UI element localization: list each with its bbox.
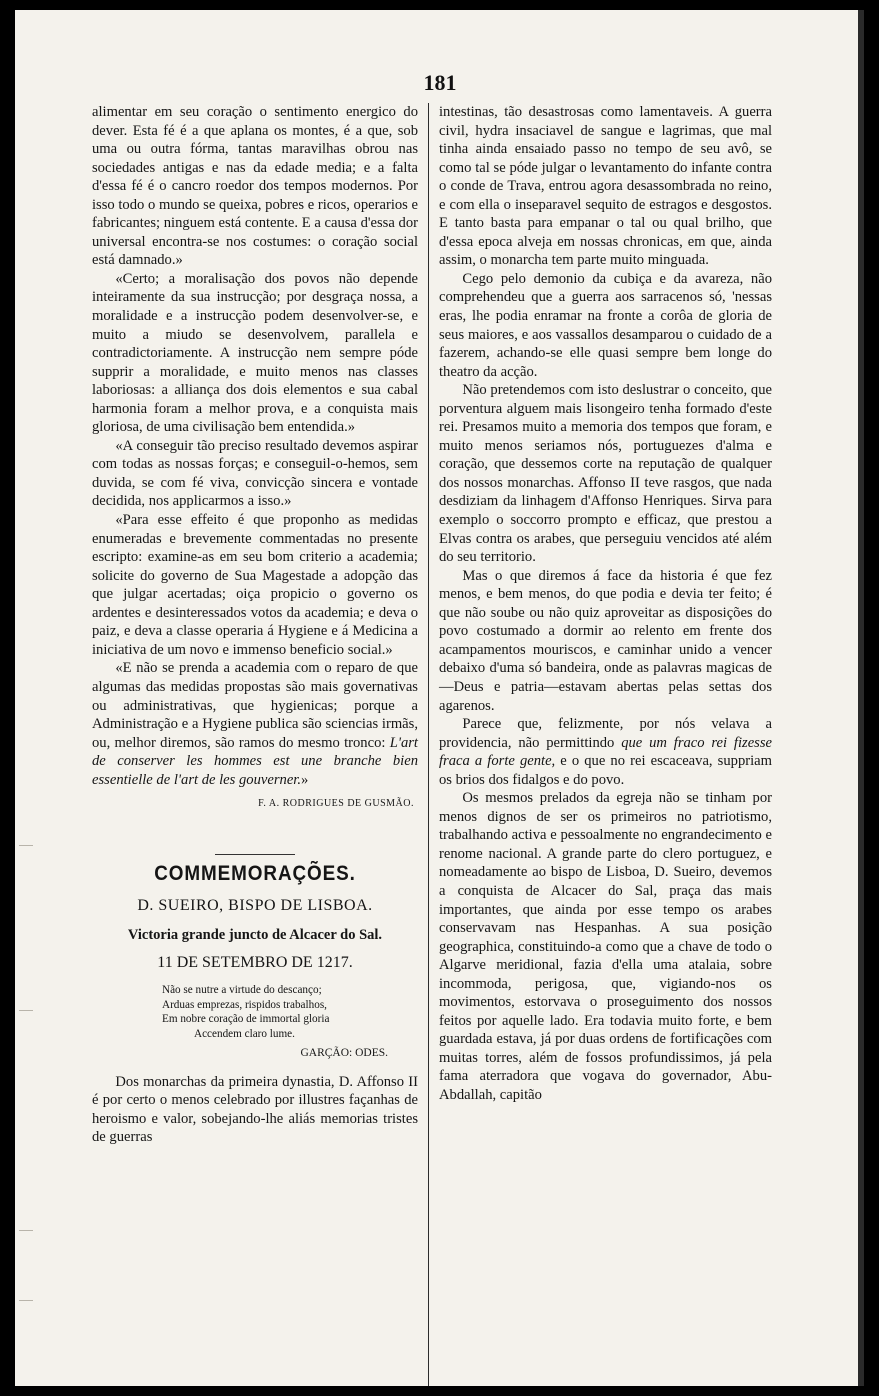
paragraph: intestinas, tão desastrosas como lamentaveis. A guerra civil, hydra insaciavel de sangue e lagrimas, que mal tinha ainda ensaiado passo no tempo de seu avô, se como tal se póde julgar o levantamento do infante contra o conde de Trava, entrou agora desassombrada no reino, e com ella o inseparavel sequito de estragos e desgostos. E tanto basta para empanar o tal ou qual brilho, que d'essa epoca alveja em nossas chronicas, em que, ainda assim, o monarcha tem parte muito minguada.: [439, 104, 772, 269]
margin-mark: [19, 1300, 33, 1301]
paragraph: Mas o que diremos á face da historia é que fez menos, e bem menos, do que podia e devia ter feito; é que não soube ou não quiz aproveitar as disposições do povo costumado a dormir ao relento em frente dos acampamentos mouriscos, e caminhar unido a vencer debaixo d'uma só bandeira, onde as palavras magicas de—Deus e patria—estavam abertas pelas settas dos agarenos.: [439, 567, 772, 714]
epigraph-line: Em nobre coração de immortal gloria: [162, 1013, 330, 1026]
right-column: [439, 103, 772, 1105]
paragraph: [439, 715, 772, 789]
paragraph: [92, 659, 418, 789]
paragraph-text: »: [301, 771, 309, 788]
paragraph: Não pretendemos com isto deslustrar o conceito, que porventura alguem mais lisongeiro tenha formado d'este rei. Presamos muito a memoria dos tempos que foram, e muito menos seriamos nós, portuguezes d'alma e coração, que dessemos corte na reputação de qualquer dos nossos monarchas. Affonso II teve rasgos, que nada desdiziam da linhagem d'Affonso Henriques. Sirva para exemplo o soccorro prompto e efficaz, que prestou a Elvas contra os arabes, que perseguiu vencidos até além do seu territorio.: [439, 382, 772, 566]
paragraph-text: Parece que, felizmente, por nós velava a providencia, não permittindo: [439, 716, 772, 751]
epigraph-line: Arduas emprezas, rispidos trabalhos,: [162, 998, 327, 1011]
section-date: 11 DE SETEMBRO DE 1217.: [157, 954, 353, 972]
margin-mark: [19, 845, 33, 846]
paragraph: «Certo; a moralisação dos povos não depende inteiramente da sua instrucção; por desgraça nossa, a moralidade e a instrucção podem desenvolver-se, e muito a miudo se desenvolvem, parallela e contradictoriamente. A instrucção nem sempre póde supprir a moralidade, e muito menos nas classes laboriosas: a alliança dos dois elementos e sua cabal harmonia foram a melhor prova, e a conquista mais gloriosa, de uma civilisação bem entendida.»: [92, 270, 418, 436]
paragraph: Os mesmos prelados da egreja não se tinham por menos dignos de ser os primeiros no patriotismo, trabalhando activa e pessoalmente no engrandecimento e renome nacional. A grande parte do clero portuguez, e nomeadamente ao bispo de Lisboa, D. Sueiro, devemos a conquista de Alcacer do Sal, praça das mais importantes, que ainda por esse tempo os arabes conservavam nas Hespanhas. A sua posição geographica, constituindo-a como que a chave de todo o Algarve meridional, fazia d'ella uma atalaia, sobre incommoda, perigosa, que, vigiando-nos os movimentos, estorvava o proseguimento dos nossos feitos por aquelle lado. Era todavia muito forte, e bem guardada estava, já por duas ordens de fortificações com muitas torres, além de fossos profundissimos, já pela fama aterradora que vogava do governador, Abu-Abdallah, capitão: [439, 790, 772, 1103]
margin-mark: [19, 1010, 33, 1011]
paragraph: alimentar em seu coração o sentimento energico do dever. Esta fé é a que aplana os montes, é a que, sob uma ou outra fórma, tantas maravilhas obrou nas sociedades antigas e nas da edade media; e a falta d'essa fé é o cancro roedor dos tempos modernos. Por isso todo o mundo se queixa, pobres e ricos, operarios e fabricantes; ninguem está contente. E a causa d'essa dor universal encontra-se nos costumes: o coração social está damnado.»: [92, 104, 418, 269]
left-column: [92, 103, 418, 1147]
paragraph: «Para esse effeito é que proponho as medidas enumeradas e brevemente commentadas no presente escripto: examine-as em seu bom criterio a academia; solicite do governo de Sua Magestade a adopção das que julgar acertadas; oiça propicio o governo os ardentes e desinteressados votos da academia; e deva o paiz, e deva a classe operaria á Hygiene e á Medicina a iniciativa de um novo e immenso beneficio social.»: [92, 512, 418, 658]
page-number: 181: [423, 70, 457, 95]
margin-mark: [19, 1230, 33, 1231]
epigraph-source: GARÇÃO: ODES.: [300, 1047, 388, 1060]
italic-quote: que um fraco rei fizesse fraca a forte gente,: [439, 734, 773, 770]
paragraph-text: «E não se prenda a academia com o reparo de que algumas das medidas propostas são mais governativas ou administrativas, que hygienicas; porque a Administração e a Hygiene publica são sciencias irmãs, ou, melhor diremos, são ramos do mesmo tronco:: [92, 660, 418, 751]
page-edge-shadow: [858, 10, 864, 1386]
section-subtitle: D. SUEIRO, BISPO DE LISBOA.: [137, 896, 373, 914]
author-signature: F. A. RODRIGUES DE GUSMÃO.: [258, 798, 414, 810]
section-heading: Victoria grande juncto de Alcacer do Sal.: [127, 927, 383, 944]
section-title: COMMEMORAÇÕES.: [154, 861, 356, 885]
section-divider: [215, 854, 295, 855]
epigraph-line: Accendem claro lume.: [194, 1028, 295, 1041]
french-quote: L'art de conserver les hommes est une branche bien essentielle de l'art de les gouverner.: [92, 734, 418, 788]
epigraph-line: Não se nutre a virtude do descanço;: [162, 983, 322, 996]
column-rule: [428, 103, 429, 1386]
paragraph-text: e o que no rei escaceava, suppriam os brios dos fidalgos e do povo.: [439, 753, 772, 788]
epigraph: [162, 983, 418, 1042]
newspaper-page: [15, 10, 864, 1386]
paragraph: Cego pelo demonio da cubiça e da avareza, não comprehendeu que a guerra aos sarracenos só, 'nessas eras, lhe podia enramar na fronte a corôa de gloria de seus maiores, e aos vassallos desamparou o cuidado de a fazerem, achando-se elle quasi sempre bem longe do theatro da acção.: [439, 270, 772, 380]
paragraph: Dos monarchas da primeira dynastia, D. Affonso II é por certo o menos celebrado por illustres façanhas de heroismo e valor, sobejando-lhe aliás memorias tristes de guerras: [92, 1073, 418, 1146]
paragraph: «A conseguir tão preciso resultado devemos aspirar com todas as nossas forças; e conseguil-o-hemos, sem duvida, se com fé viva, convicção sincera e vontade decidida, nos applicarmos a isso.»: [92, 437, 418, 510]
